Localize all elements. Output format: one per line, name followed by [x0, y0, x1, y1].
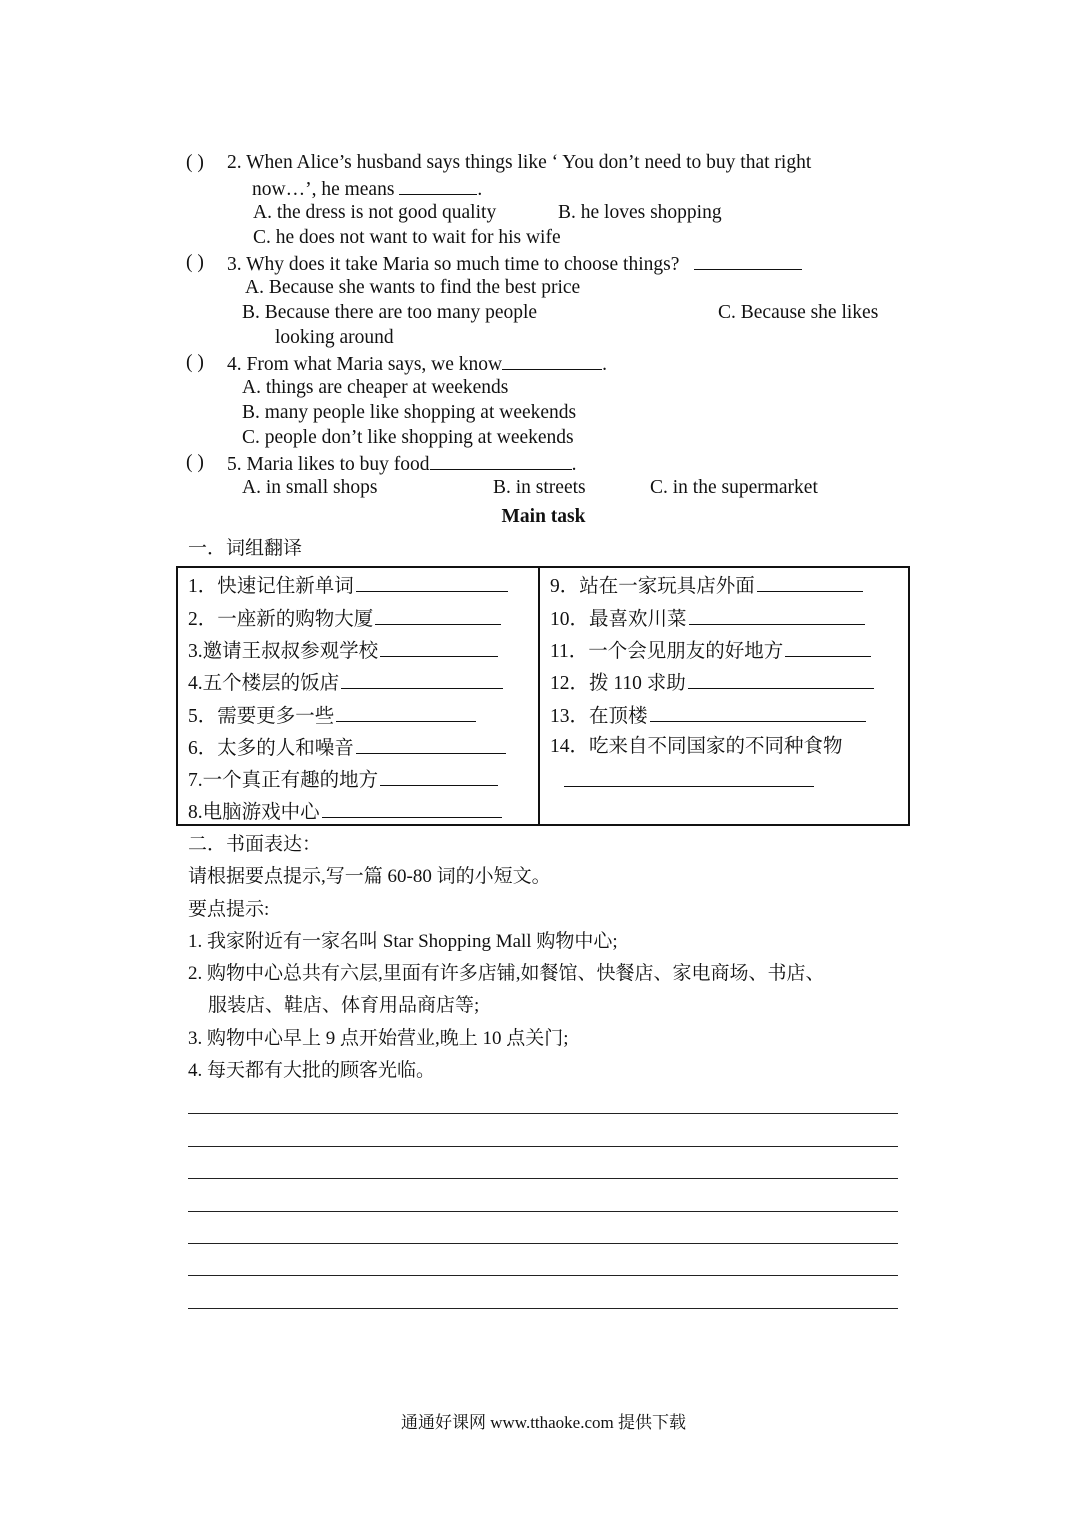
- phrase-item: [188, 606, 501, 632]
- answer-blank[interactable]: [502, 351, 602, 370]
- phrase-9-label: 9．站在一家玩具店外面: [550, 576, 755, 597]
- phrase-12-label: 12．拨 110 求助: [550, 673, 686, 694]
- phrase-item: [188, 670, 503, 696]
- phrase-item: [188, 799, 502, 825]
- phrase-item: [550, 703, 866, 729]
- section-1-heading: 一．词组翻译: [188, 538, 303, 559]
- writing-line[interactable]: [188, 1178, 898, 1179]
- option-c: C. people don’t like shopping at weekends: [242, 427, 574, 448]
- answer-blank[interactable]: [375, 606, 501, 625]
- hint-item: 1. 我家附近有一家名叫 Star Shopping Mall 购物中心;: [188, 931, 618, 952]
- hint-item: 3. 购物中心早上 9 点开始营业,晚上 10 点关门;: [188, 1028, 569, 1049]
- answer-blank[interactable]: [650, 703, 866, 722]
- section-2-heading: 二．书面表达：: [188, 834, 322, 855]
- phrase-item: [550, 670, 874, 696]
- phrase-14-label: 14．吃来自不同国家的不同种食物: [550, 736, 843, 757]
- question-5-text: 5. Maria likes to buy food .: [227, 451, 576, 477]
- option-c: C. he does not want to wait for his wife: [253, 227, 561, 248]
- answer-blank[interactable]: [380, 638, 498, 657]
- answer-blank[interactable]: [322, 799, 502, 818]
- answer-blank[interactable]: [399, 176, 477, 195]
- writing-instruction: 请根据要点提示,写一篇 60-80 词的小短文。: [188, 866, 551, 887]
- writing-line[interactable]: [188, 1275, 898, 1276]
- question-2-text-cont: now…’, he means .: [252, 176, 482, 202]
- phrase-13-label: 13．在顶楼: [550, 706, 648, 727]
- option-a: A. things are cheaper at weekends: [242, 377, 509, 398]
- phrase-8-label: 8.电脑游戏中心: [188, 802, 320, 823]
- question-4-text: 4. From what Maria says, we know .: [227, 351, 607, 377]
- phrase-4-label: 4.五个楼层的饭店: [188, 673, 340, 694]
- answer-paren[interactable]: ( ): [186, 252, 204, 273]
- option-c: C. Because she likes: [718, 302, 879, 323]
- option-a: A. in small shops: [242, 477, 378, 498]
- page-footer: 通通好课网 www.tthaoke.com 提供下载: [400, 1413, 687, 1432]
- phrase-7-label: 7.一个真正有趣的地方: [188, 770, 379, 791]
- writing-line[interactable]: [188, 1308, 898, 1309]
- writing-line[interactable]: [188, 1243, 898, 1244]
- phrase-item: [562, 768, 814, 794]
- answer-blank[interactable]: [356, 735, 506, 754]
- phrase-item: [188, 735, 506, 761]
- answer-blank[interactable]: [785, 638, 871, 657]
- phrase-6-label: 6．太多的人和噪音: [188, 738, 354, 759]
- option-b-cont: looking around: [275, 327, 394, 348]
- option-a: A. Because she wants to find the best price: [245, 277, 581, 298]
- phrase-item: [188, 767, 498, 793]
- phrase-item: [550, 735, 843, 759]
- phrase-11-label: 11．一个会见朋友的好地方: [550, 641, 784, 662]
- question-4-stem: 4. From what Maria says, we know: [227, 354, 503, 375]
- writing-line[interactable]: [188, 1146, 898, 1147]
- section-title: Main task: [501, 506, 586, 527]
- phrase-item: [550, 573, 863, 599]
- answer-paren[interactable]: ( ): [186, 152, 204, 173]
- table-divider: [538, 568, 540, 824]
- phrase-item: [188, 638, 498, 664]
- phrase-item: [550, 638, 871, 664]
- phrase-3-label: 3.邀请王叔叔参观学校: [188, 641, 379, 662]
- question-2-text: 2. When Alice’s husband says things like ‘ You don’t need to buy that right: [227, 152, 812, 173]
- option-b: B. in streets: [493, 477, 586, 498]
- hint-item: 2. 购物中心总共有六层,里面有许多店铺,如餐馆、快餐店、家电商场、书店、: [188, 963, 825, 984]
- option-c: C. in the supermarket: [650, 477, 818, 498]
- answer-blank[interactable]: [564, 768, 814, 787]
- phrase-5-label: 5．需要更多一些: [188, 706, 335, 727]
- writing-line[interactable]: [188, 1113, 898, 1114]
- hint-item-cont: 服装店、鞋店、体育用品商店等;: [208, 995, 480, 1016]
- answer-blank[interactable]: [341, 670, 503, 689]
- phrase-2-label: 2．一座新的购物大厦: [188, 609, 374, 630]
- answer-blank[interactable]: [430, 451, 572, 470]
- answer-blank[interactable]: [694, 251, 802, 270]
- option-a: A. the dress is not good quality: [253, 202, 497, 223]
- writing-line[interactable]: [188, 1211, 898, 1212]
- phrase-table: [176, 566, 910, 826]
- answer-blank[interactable]: [688, 670, 874, 689]
- phrase-1-label: 1．快速记住新单词: [188, 576, 354, 597]
- answer-paren[interactable]: ( ): [186, 452, 204, 473]
- option-b: B. Because there are too many people: [242, 302, 538, 323]
- answer-paren[interactable]: ( ): [186, 352, 204, 373]
- phrase-item: [550, 606, 865, 632]
- option-b: B. he loves shopping: [558, 202, 722, 223]
- hints-label: 要点提示:: [188, 899, 270, 920]
- phrase-10-label: 10．最喜欢川菜: [550, 609, 687, 630]
- question-3-stem: 3. Why does it take Maria so much time to choose things?: [227, 254, 680, 275]
- answer-blank[interactable]: [356, 573, 508, 592]
- option-b: B. many people like shopping at weekends: [242, 402, 577, 423]
- question-2-stem-end: now…’, he means: [252, 179, 395, 200]
- hint-item: 4. 每天都有大批的顾客光临。: [188, 1060, 436, 1081]
- answer-blank[interactable]: [336, 703, 476, 722]
- question-3-text: [227, 251, 802, 277]
- phrase-item: [188, 573, 508, 599]
- phrase-item: [188, 703, 476, 729]
- answer-blank[interactable]: [380, 767, 498, 786]
- question-5-stem: 5. Maria likes to buy food: [227, 454, 430, 475]
- answer-blank[interactable]: [757, 573, 863, 592]
- answer-blank[interactable]: [689, 606, 865, 625]
